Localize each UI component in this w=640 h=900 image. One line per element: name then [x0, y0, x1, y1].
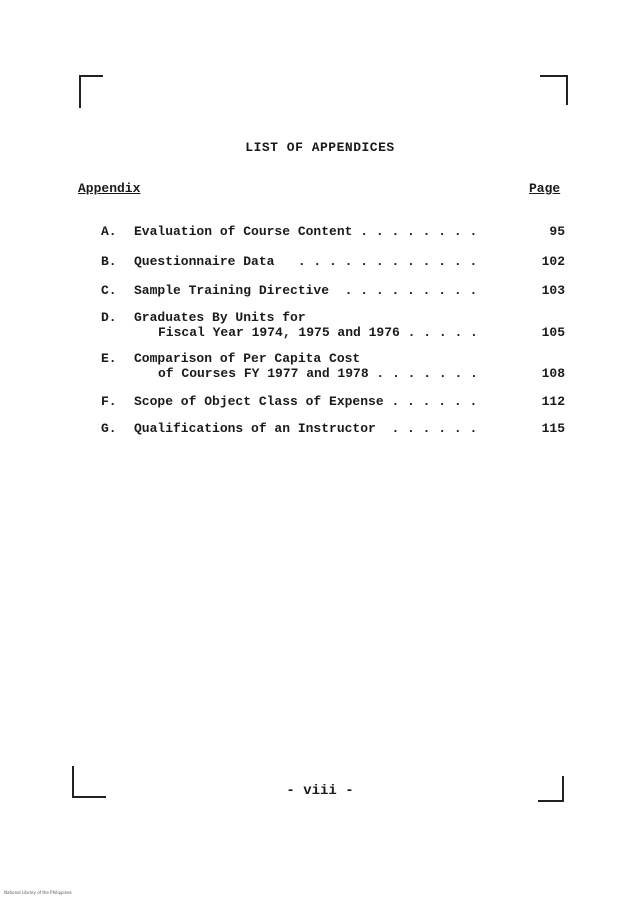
- archive-stamp: National Library of the Philippines: [4, 890, 72, 895]
- entry-page-number: 95: [549, 224, 565, 239]
- entry-letter: A.: [101, 224, 117, 239]
- entry-title: Scope of Object Class of Expense . . . . . .: [134, 394, 478, 409]
- entry-page-number: 102: [541, 254, 565, 269]
- entry-letter: C.: [101, 283, 117, 298]
- entry-title-continued: of Courses FY 1977 and 1978 . . . . . . .: [158, 366, 478, 381]
- entry-title: Evaluation of Course Content . . . . . . . .: [134, 224, 478, 239]
- page-title: LIST OF APPENDICES: [245, 140, 395, 155]
- entry-page-number: 105: [541, 325, 565, 340]
- entry-letter: E.: [101, 351, 117, 366]
- entry-page-number: 112: [541, 394, 565, 409]
- page-folio: - viii -: [286, 783, 354, 799]
- entry-title: Questionnaire Data . . . . . . . . . . . .: [134, 254, 478, 269]
- entry-title-continued: Fiscal Year 1974, 1975 and 1976 . . . . .: [158, 325, 478, 340]
- appendix-column-heading: Appendix: [78, 181, 141, 196]
- crop-mark-top-right: [540, 75, 568, 105]
- entry-page-number: 115: [541, 421, 565, 436]
- entry-title: Comparison of Per Capita Cost: [134, 351, 361, 366]
- entry-letter: D.: [101, 310, 117, 325]
- entry-letter: F.: [101, 394, 117, 409]
- entry-title: Sample Training Directive . . . . . . . . .: [134, 283, 478, 298]
- entry-letter: G.: [101, 421, 117, 436]
- entry-title: Qualifications of an Instructor . . . . . .: [134, 421, 478, 436]
- page-column-heading: Page: [529, 181, 561, 196]
- entry-page-number: 103: [541, 283, 565, 298]
- entry-letter: B.: [101, 254, 117, 269]
- entry-page-number: 108: [541, 366, 565, 381]
- entry-title: Graduates By Units for: [134, 310, 306, 325]
- crop-mark-top-left: [79, 75, 103, 108]
